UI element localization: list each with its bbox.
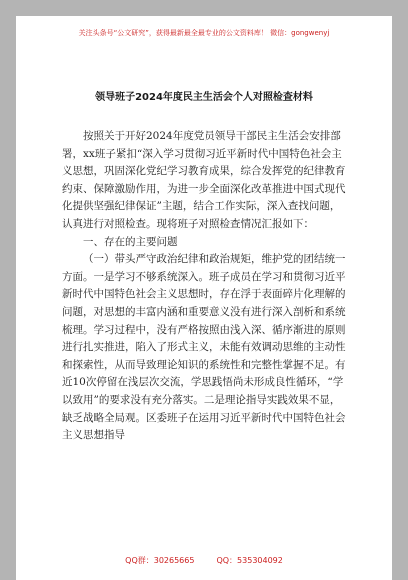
promo-banner: 关注头条号“公文研究”，获得最新最全最专业的公文资料库！ 微信：gongwenyj [78, 29, 330, 37]
qq-number: QQ：535304092 [216, 556, 283, 565]
contact-footer [16, 555, 392, 566]
issue-paragraph: （一）带头严守政治纪律和政治规矩，维护党的团结统一方面。一是学习不够系统深入。班子成员在学习和贯彻习近平新时代中国特色社会主义思想时，存在浮于表面碎片化理解的问题，对思想的丰富内涵和重要意义没有进行深入剖析和系统梳理。学习过程中，没有严格按照由浅入深、循序渐进的原则进行扎实推进，陷入了形式主义，未能有效调动思维的主动性和探索性，从而导致理论知识的系统性和完整性掌握不足。有近10次停留在浅层次交流，学思践悟尚未形成良性循环，“学以致用”的要求没有充分落实。二是理论指导实践效果不显，缺乏战略全局观。区委班子在运用习近平新时代中国特色社会主义思想指导 [62, 253, 346, 442]
section-heading: 一、存在的主要问题 [83, 235, 178, 248]
document-body [62, 128, 346, 445]
document-page [16, 16, 392, 580]
document-title: 领导班子2024年度民主生活会个人对照检查材料 [95, 92, 313, 103]
intro-paragraph: 按照关于开好2024年度党员领导干部民主生活会安排部署，xx班子紧扣“深入学习贯彻习近平新时代中国特色社会主义思想，巩固深化党纪学习教育成果，综合发挥党的纪律教育约束、保障激励作用，为进一步全面深化改革推进中国式现代化提供坚强纪律保证”主题，结合工作实际，深入查找问题，认真进行对照检查。现将班子对照检查情况汇报如下： [62, 130, 346, 230]
qq-group-number: QQ群：30265665 [125, 556, 195, 565]
